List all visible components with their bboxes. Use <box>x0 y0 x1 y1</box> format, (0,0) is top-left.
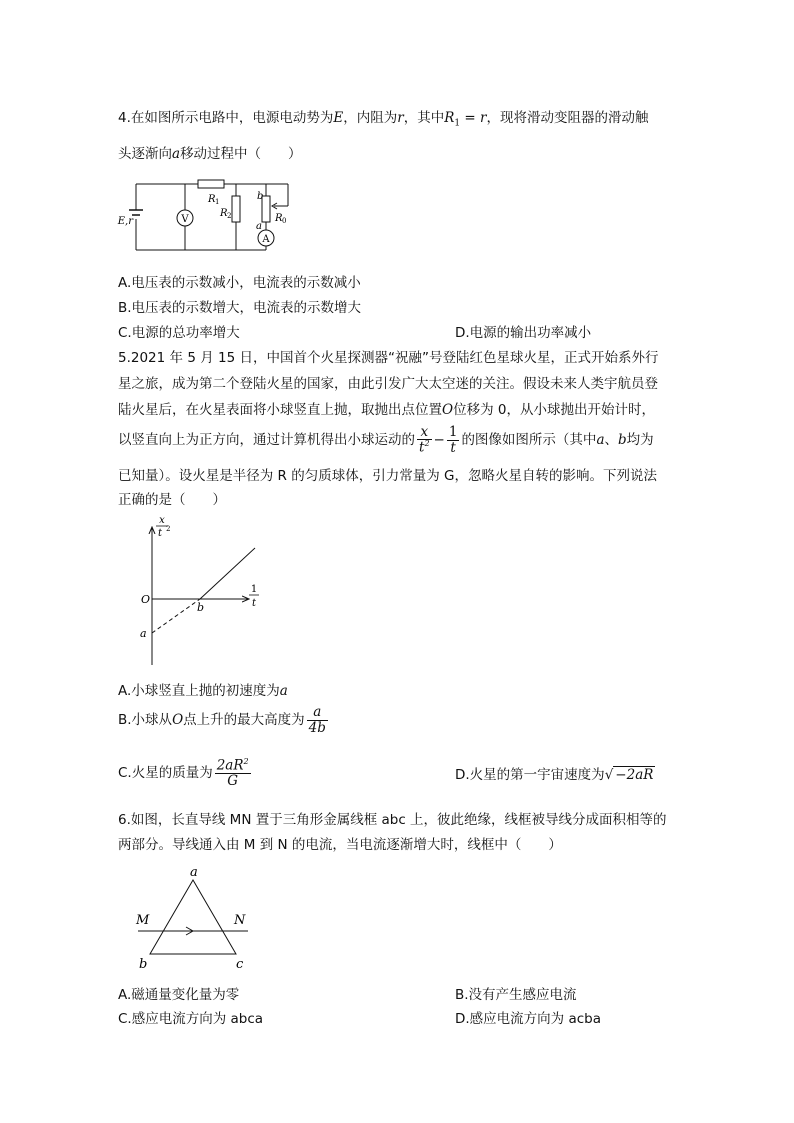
q5-option-a[interactable]: A.小球竖直上抛的初速度为a <box>118 683 288 699</box>
sqrt-symbol: √ <box>604 767 614 783</box>
var-E: E <box>333 110 344 126</box>
voltmeter-label: V <box>181 214 189 225</box>
graph-label-a: a <box>140 627 147 640</box>
graph-origin-O: O <box>141 593 151 606</box>
q5-line1: 5.2021 年 5 月 15 日，中国首个火星探测器“祝融”号登陆红色星球火星，正式开始系外行 <box>118 350 659 366</box>
vertex-c: c <box>236 957 244 972</box>
q4-option-d[interactable]: D.电源的输出功率减小 <box>455 325 592 341</box>
q5-line6: 正确的是（ ） <box>118 492 226 508</box>
svg-text:0: 0 <box>282 217 287 225</box>
q5-option-c[interactable]: C.火星的质量为 $\frac{2aR^2}{G}$ <box>118 757 249 789</box>
q4-option-a[interactable]: A.电压表的示数减小，电流表的示数减小 <box>118 275 361 291</box>
triangle-diagram <box>130 862 270 974</box>
var-R1: R <box>444 110 455 126</box>
fraction-mass: $\frac{2aR^2}{G}$ <box>216 757 249 789</box>
q4-line2: 头逐渐向a移动过程中（ ） <box>118 146 302 162</box>
graph-xlabel-den: t <box>251 598 257 609</box>
label-M: M <box>136 913 150 928</box>
q5-line2: 星之旅，成为第二个登陆火星的国家，由此引发广大太空迷的关注。假设未来人类宇航员登 <box>118 376 658 392</box>
vertex-a: a <box>190 865 198 880</box>
svg-text:2: 2 <box>227 212 232 220</box>
q5-option-b[interactable]: B.小球从O点上升的最大高度为 $\frac{a}{4b}$ <box>118 704 326 736</box>
q5-line5: 已知量）。设火星是半径为 R 的匀质球体，引力常量为 G，忽略火星自转的影响。下列说法 <box>118 468 657 484</box>
circuit-label-R2: R <box>220 208 228 219</box>
q6-line2: 两部分。导线通入由 M 到 N 的电流，当电流逐渐增大时，线框中（ ） <box>118 837 562 853</box>
circuit-label-R0: R <box>275 213 283 224</box>
var-r: r <box>397 110 404 126</box>
svg-text:1: 1 <box>215 198 220 206</box>
q6-option-d[interactable]: D.感应电流方向为 acba <box>455 1011 602 1027</box>
graph-label-b: b <box>197 601 205 614</box>
fraction-1-over-t: $\frac{1}{t}$ <box>448 424 458 456</box>
q6-option-a[interactable]: A.磁通量变化量为零 <box>118 987 240 1003</box>
vertex-b: b <box>139 957 148 972</box>
q5-line3: 陆火星后，在火星表面将小球竖直上抛，取抛出点位置O位移为 0，从小球抛出开始计时， <box>118 402 655 418</box>
q6-line1: 6.如图，长直导线 MN 置于三角形金属线框 abc 上，彼此绝缘，线框被导线分成面积相等的 <box>118 812 667 828</box>
label-N: N <box>234 913 246 928</box>
q4-line1: 4.在如图所示电路中，电源电动势为E，内阻为r，其中$R_1 = r$，现将滑动变阻器的滑动触 <box>118 110 649 129</box>
svg-text:2: 2 <box>166 525 171 533</box>
fraction-a-over-4b: $\frac{a}{4b}$ <box>308 704 326 736</box>
circuit-label-Er: E,r <box>117 216 133 227</box>
q6-option-c[interactable]: C.感应电流方向为 abca <box>118 1011 264 1027</box>
ammeter-label: A <box>262 234 270 245</box>
q4-option-b[interactable]: B.电压表的示数增大，电流表的示数增大 <box>118 300 362 316</box>
q5-line4: 以竖直向上为正方向，通过计算机得出小球运动的 $\frac{x}{t^2}$ − $\frac{1}{t}$ 的图像如图所示（其中a、b均为 <box>118 424 654 456</box>
graph-ylabel-den: t <box>157 528 163 539</box>
circuit-label-b: b <box>257 191 264 202</box>
q6-option-b[interactable]: B.没有产生感应电流 <box>455 987 577 1003</box>
fraction-x-over-t2: $\frac{x}{t^2}$ <box>419 424 430 456</box>
graph-xlabel-num: 1 <box>250 584 258 595</box>
circuit-label-a: a <box>256 221 262 232</box>
circuit-label-R1: R <box>208 194 216 205</box>
circuit-diagram <box>117 172 308 260</box>
q4-option-c[interactable]: C.电源的总功率增大 <box>118 325 240 341</box>
q5-option-d[interactable]: D.火星的第一宇宙速度为√ −2aR <box>455 767 654 783</box>
q5-graph <box>130 510 280 670</box>
graph-ylabel-num: x <box>159 515 165 526</box>
